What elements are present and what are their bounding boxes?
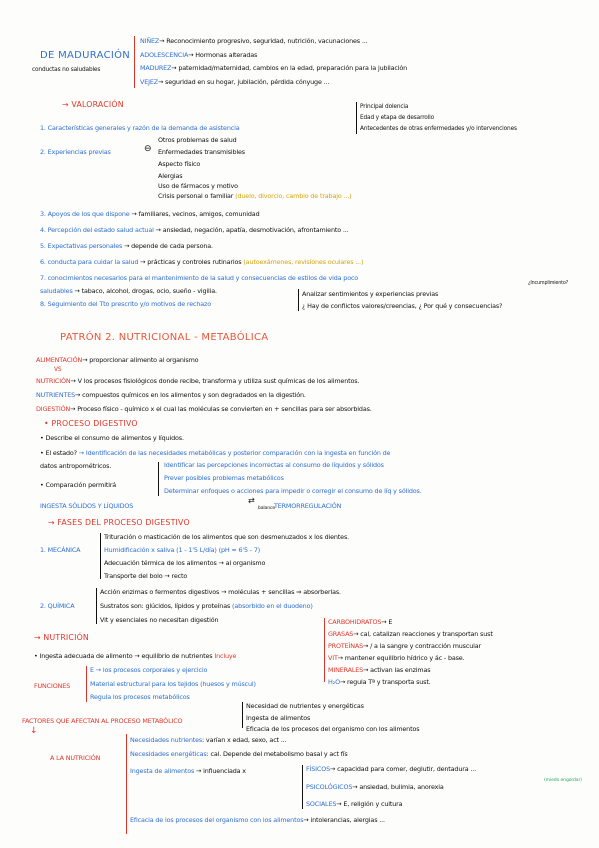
vs-label: VS	[54, 367, 62, 373]
a-la-bracket	[126, 734, 127, 834]
maduracion-title: DE MADURACIÓN	[40, 50, 131, 61]
influencia-sociales: SOCIALES→ E, religión y cultura	[306, 800, 403, 808]
mecanica-bracket	[100, 533, 101, 579]
stage-vejez: VEJEZ→ seguridad en su hogar, jubilación, pérdida cónyuge ...	[140, 78, 330, 86]
valoracion-item-5: 5. Expectativas personales → depende de cada persona.	[40, 242, 213, 250]
balance-label: balance	[258, 506, 276, 511]
item2-detail-3: Aspecto físico	[158, 160, 201, 168]
item2-brace: ⊖	[144, 144, 152, 154]
proceso-detail-3: Determinar enfoques o acciones para impedir o corregir el consumo de líq y sólidos.	[164, 487, 422, 495]
mecanica-4: Transporte del bolo → recto	[104, 572, 188, 580]
valoracion-item-6: 6. conducta para cuidar la salud → prácticas y controles rutinarios (autoexámenes, revisiones oculares ...)	[40, 258, 364, 266]
nutriente-proteinas: PROTEÍNAS→ / a la sangre y contracción muscular	[328, 642, 481, 650]
item8-detail-2: ¿ Hay de conflictos valores/creencias, ¿ Por qué y consecuencias?	[302, 302, 503, 310]
nutriente-agua: H₂O→ regula Tª y transporta sust.	[328, 678, 431, 686]
item1-detail-3: Antecedentes de otras enfermedades y/o intervenciones	[360, 126, 517, 132]
balance-arrow-icon: ⇄	[248, 496, 255, 505]
proceso-detail-1: Identificar las percepciones incorrectas al consumo de líquidos y sólidos	[164, 461, 384, 469]
mecanica-2: Humidificación x saliva (1 - 1'5 L/día) (pH ≈ 6'5 - 7)	[104, 546, 261, 554]
item2-detail-1: Otros problemas de salud	[158, 136, 237, 144]
proceso-detail-2: Prever posibles problemas metabólicos	[164, 474, 284, 482]
influencias-bracket	[302, 765, 303, 809]
nutricion-title: → NUTRICIÓN	[34, 633, 89, 642]
valoracion-item-8: 8. Seguimiento del Tto prescrito y/o motivos de rechazo	[40, 300, 212, 308]
item2-detail-6: Crisis personal o familiar (duelo, divorcio, cambio de trabajo ...)	[158, 192, 352, 200]
item1-detail-2: Edad y etapa de desarrollo	[360, 115, 435, 121]
quimica-2: Sustratos son: glúcidos, lípidos y proteínas (absorbido en el duodeno)	[100, 602, 313, 610]
item2-detail-2: Enfermedades transmisibles	[158, 148, 245, 156]
mecanica-1: Trituración o masticación de los alimentos que son desmenuzados x los dientes.	[104, 533, 350, 541]
stage-adolescencia: ADOLESCENCIA→ Hormonas alteradas	[140, 51, 258, 59]
proceso-line1: • Describe el consumo de alimentos y líquidos.	[40, 434, 184, 442]
anorexia-note: (miedo engordar)	[544, 778, 582, 783]
proceso-line3: • Comparación permitirá	[40, 481, 117, 489]
a-la-nutricion: A LA NUTRICIÓN	[50, 754, 101, 762]
item8-bracket	[298, 289, 299, 311]
nutriente-grasas: GRASAS→ cal, catalizan reacciones y transportan sust	[328, 630, 493, 638]
factores-title: FACTORES QUE AFECTAN AL PROCESO METABÓLICO	[22, 717, 183, 725]
nutricion-ingesta: • Ingesta adecuada de alimento → equilibrio de nutrientes Incluye	[34, 652, 237, 660]
nutriente-vit: VIT→ mantener equilibrio hídrico y ác - base.	[328, 654, 465, 662]
factores-detail-3: Eficacia de los procesos del organismo con los alimentos	[246, 725, 420, 733]
maduracion-note: conductas no saludables	[32, 67, 101, 73]
valoracion-item-2: 2. Experiencias previas	[40, 148, 111, 156]
stage-ninez: NIÑEZ→ Reconocimiento progresivo, seguridad, nutrición, vacunaciones ...	[140, 37, 368, 45]
factor-eficacia: Eficacia de los procesos del organismo con los alimentos→ intolerancias, alergias ...	[130, 816, 385, 824]
funcion-1: E → los procesos corporales y ejercicio	[90, 666, 208, 674]
mecanica-3: Adecuación térmica de los alimentos → al organismo	[104, 559, 266, 567]
def-nutrientes: NUTRIENTES→ compuestos químicos en los alimentos y son degradados en la digestión.	[36, 391, 306, 399]
def-digestion: DIGESTIÓN→ Proceso físico - químico x el cual las moléculas se convierten en + sencillas para ser absorbidas.	[36, 405, 372, 413]
item8-note: ¿Incumplimiento?	[528, 281, 569, 286]
quimica-1: Acción enzimas o fermentos digestivos → moléculas + sencillas ⇒ absorberlas.	[100, 588, 341, 596]
funciones-label: FUNCIONES	[34, 682, 71, 690]
nutriente-minerales: MINERALES→ activan las enzimas	[328, 666, 431, 674]
nutrientes-bracket	[324, 618, 325, 682]
valoracion-item-4: 4. Percepción del estado salud actual → ansiedad, negación, apatía, desmotivación, afrontamiento ...	[40, 226, 349, 234]
quimica-3: Vit y esenciales no necesitan digestión	[100, 616, 219, 624]
item8-detail-1: Analizar sentimientos y experiencias previas	[302, 290, 439, 298]
valoracion-item-3: 3. Apoyos de los que dispone → familiares, vecinos, amigos, comunidad	[40, 210, 260, 218]
factor-energeticas: Necesidades energéticas: cal. Depende del metabolismo basal y act fís	[130, 750, 348, 758]
item2-detail-4: Alergias	[158, 172, 183, 180]
factor-nutrientes: Necesidades nutrientes: varían x edad, sexo, act ...	[130, 736, 287, 744]
factores-detail-2: Ingesta de alimentos	[246, 714, 311, 722]
funciones-bracket	[86, 666, 87, 702]
fases-title: → FASES DEL PROCESO DIGESTIVO	[48, 518, 190, 527]
valoracion-item-1: 1. Características generales y razón de la demanda de asistencia	[40, 124, 240, 132]
item2-detail-5: Uso de fármacos y motivo	[158, 182, 238, 190]
valoracion-title: → VALORACIÓN	[62, 100, 124, 109]
ingesta-label: INGESTA SÓLIDOS Y LÍQUIDOS	[40, 502, 134, 510]
valoracion-item-7-cont: saludables → tabaco, alcohol, drogas, ocio, sueño - vigilia.	[40, 287, 217, 295]
patron2-title: PATRÓN 2. NUTRICIONAL - METABÓLICA	[60, 332, 269, 343]
quimica-label: 2. QUÍMICA	[40, 602, 75, 610]
nutriente-carbohidratos: CARBOHIDRATOS→ E	[328, 618, 393, 626]
influencia-psicologicos: PSICOLÓGICOS→ ansiedad, bulimia, anorexia	[306, 783, 444, 791]
influencia-fisicos: FÍSICOS→ capacidad para comer, deglutir, dentadura ...	[306, 765, 477, 773]
item1-bracket	[356, 102, 357, 134]
proceso-line2-cont: datos antropométricos.	[40, 462, 112, 470]
proceso-title: • PROCESO DIGESTIVO	[44, 419, 138, 428]
factor-ingesta: Ingesta de alimentos → influenciada x	[130, 767, 246, 775]
item1-detail-1: Principal dolencia	[360, 104, 409, 110]
mecanica-label: 1. MECÁNICA	[40, 546, 81, 554]
proceso-bracket	[158, 462, 159, 496]
def-alimentacion: ALIMENTACIÓN→ proporcionar alimento al organismo	[36, 356, 199, 364]
funcion-2: Material estructural para los tejidos (huesos y múscul)	[90, 680, 256, 688]
def-nutricion: NUTRICIÓN→ V los procesos fisiológicos donde recibe, transforma y utiliza sust químicas de los alimentos.	[36, 377, 360, 385]
factores-arrow-icon: ↓	[30, 726, 38, 736]
factores-detail-1: Necesidad de nutrientes y energéticas	[246, 702, 364, 710]
maduracion-bracket	[134, 36, 135, 88]
funcion-3: Regula los procesos metabólicos	[90, 693, 190, 701]
factores-bracket	[242, 702, 243, 728]
proceso-line2: • El estado? → Identificación de las necesidades metabólicas y posterior comparación con la ingesta en función de	[40, 449, 391, 457]
quimica-bracket	[96, 588, 97, 624]
stage-madurez: MADUREZ→ paternidad/maternidad, cambios en la edad, preparación para la jubilación	[140, 64, 408, 72]
termo-label: TERMORREGULACIÓN	[274, 502, 342, 510]
valoracion-item-7: 7. conocimientos necesarios para el mantenimiento de la salud y consecuencias de estilos de vida poco	[40, 274, 359, 282]
